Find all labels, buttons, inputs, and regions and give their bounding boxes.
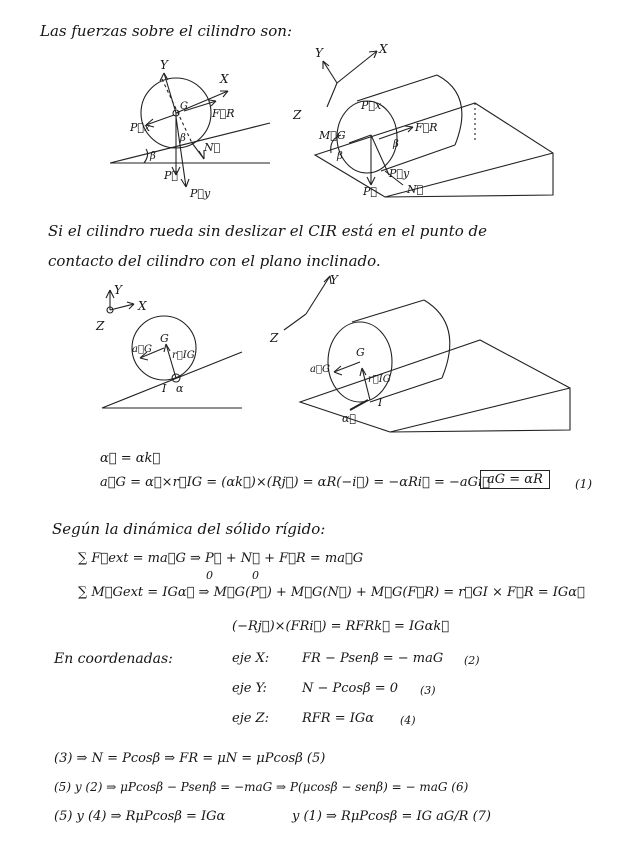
cylinder-top (357, 75, 437, 101)
derive-line-2: (5) y (2) ⇒ μPcosβ − Psenβ = −maG ⇒ P(μcosβ − senβ) = − maG (6) (54, 780, 469, 794)
fig2-x-label: X (379, 42, 388, 56)
fig2-fr-label: F⃗R (415, 121, 438, 134)
zero-mark-2: 0 (252, 569, 259, 582)
fig4-y-label: Y (330, 273, 338, 287)
figure-rolling-2d (92, 280, 242, 420)
fig1-n-label: N⃗ (204, 141, 221, 154)
fig3-ag-label: a⃗G (132, 344, 152, 355)
fig4-z-label: Z (270, 331, 279, 345)
eq-alpha: α⃗ = αk⃗ (100, 451, 161, 466)
fig3-i-label: I (162, 382, 167, 395)
fig1-beta2-label: β (180, 133, 186, 144)
fig3-x-label: X (138, 299, 147, 313)
fig3-z-label: Z (96, 319, 105, 333)
axis-y-3d (323, 61, 337, 83)
axis-z-3d (327, 83, 337, 107)
axis-y-eq: N − Pcosβ = 0 (302, 681, 399, 696)
zero-mark-1: 0 (206, 569, 213, 582)
derive-line-3b: y (1) ⇒ RμPcosβ = IG aG/R (7) (292, 809, 491, 824)
figure-forces-2d (100, 55, 280, 205)
wedge-outline-2 (300, 340, 570, 432)
eq-number-3: (3) (420, 684, 436, 697)
fig4-ag-label: a⃗G (310, 364, 330, 375)
fig4-rig-label: r⃗IG (368, 374, 391, 385)
fig2-py-label: P⃗y (389, 167, 410, 180)
dynamics-heading: Según la dinámica del sólido rígido: (52, 520, 326, 538)
eq-number-2: (2) (464, 654, 480, 667)
derive-line-1: (3) ⇒ N = Pcosβ ⇒ FR = μN = μPcosβ (5) (54, 751, 326, 766)
fig3-y-label: Y (114, 283, 122, 297)
axis-z-eq: RFR = IGα (302, 711, 375, 726)
figure-rolling-3d (270, 270, 590, 440)
coords-label: En coordenadas: (54, 651, 173, 667)
wedge-outline (315, 103, 553, 197)
fig1-beta-label: β (150, 151, 156, 162)
fig2-px-label: P⃗x (361, 99, 382, 112)
axis-z-3d-2 (284, 314, 306, 330)
fig2-beta2-label: β (393, 139, 399, 150)
fig1-py-label: P⃗y (190, 187, 211, 200)
fig1-x-label: X (220, 72, 229, 86)
axis-y-3d-2 (306, 276, 330, 314)
axis-x-eq: FR − Psenβ = − maG (302, 651, 444, 666)
eq-moments-2: (−Rj⃗)×(FRi⃗) = RFRk⃗ = IGαk⃗ (232, 619, 450, 634)
intro-text: Las fuerzas sobre el cilindro son: (40, 22, 292, 40)
paragraph-line-1: Si el cilindro rueda sin deslizar el CIR está en el punto de (48, 222, 488, 240)
boxed-result: aG = αR (480, 470, 550, 489)
fig4-alpha-label: α⃗ (342, 412, 357, 425)
axis-x-eq-label: eje X: (232, 651, 270, 666)
fig1-y-label: Y (160, 58, 168, 72)
eq-moments: ∑ M⃗Gext = IGα⃗ ⇒ M⃗G(P⃗) + M⃗G(N⃗) + M⃗G(F⃗R) = r⃗GI × F⃗R = IGα⃗ (78, 585, 585, 600)
fig2-n-label: N⃗ (407, 183, 424, 196)
figure-forces-3d (285, 35, 585, 205)
fig1-fr-label: F⃗R (212, 107, 235, 120)
fig2-beta-label: β (337, 151, 343, 162)
eq-forces: ∑ F⃗ext = ma⃗G ⇒ P⃗ + N⃗ + F⃗R = ma⃗G (78, 551, 364, 566)
ag-arrow-3d (334, 362, 360, 372)
eq-number-4: (4) (400, 714, 416, 727)
fig1-g-label: G (180, 101, 188, 112)
axis-y-eq-label: eje Y: (232, 681, 267, 696)
fig2-mg-label: M⃗G (319, 129, 346, 142)
fig3-rig-label: r⃗IG (172, 350, 195, 361)
fig4-i-label: I (378, 396, 383, 409)
fig1-px-label: P⃗x (130, 121, 151, 134)
fig2-p-label: P⃗ (363, 185, 378, 198)
paragraph-line-2: contacto del cilindro con el plano inclinado. (48, 252, 381, 270)
derive-line-3a: (5) y (4) ⇒ RμPcosβ = IGα (54, 809, 226, 824)
axis-x-3d (337, 51, 377, 83)
fig1-p-label: P⃗ (164, 169, 179, 182)
px-3d (349, 135, 371, 143)
eq-number-1: (1) (575, 477, 592, 491)
axis-z-eq-label: eje Z: (232, 711, 269, 726)
fig4-g-label: G (356, 346, 365, 359)
eq-ag: a⃗G = α⃗×r⃗IG = (αk⃗)×(Rj⃗) = αR(−i⃗) = −αRi⃗ = −aGi⃗ (100, 475, 490, 490)
fig3-g-label: G (160, 332, 169, 345)
fig3-alpha-label: α (176, 382, 184, 395)
fig2-z-label: Z (293, 108, 302, 122)
fig2-y-label: Y (315, 46, 323, 60)
